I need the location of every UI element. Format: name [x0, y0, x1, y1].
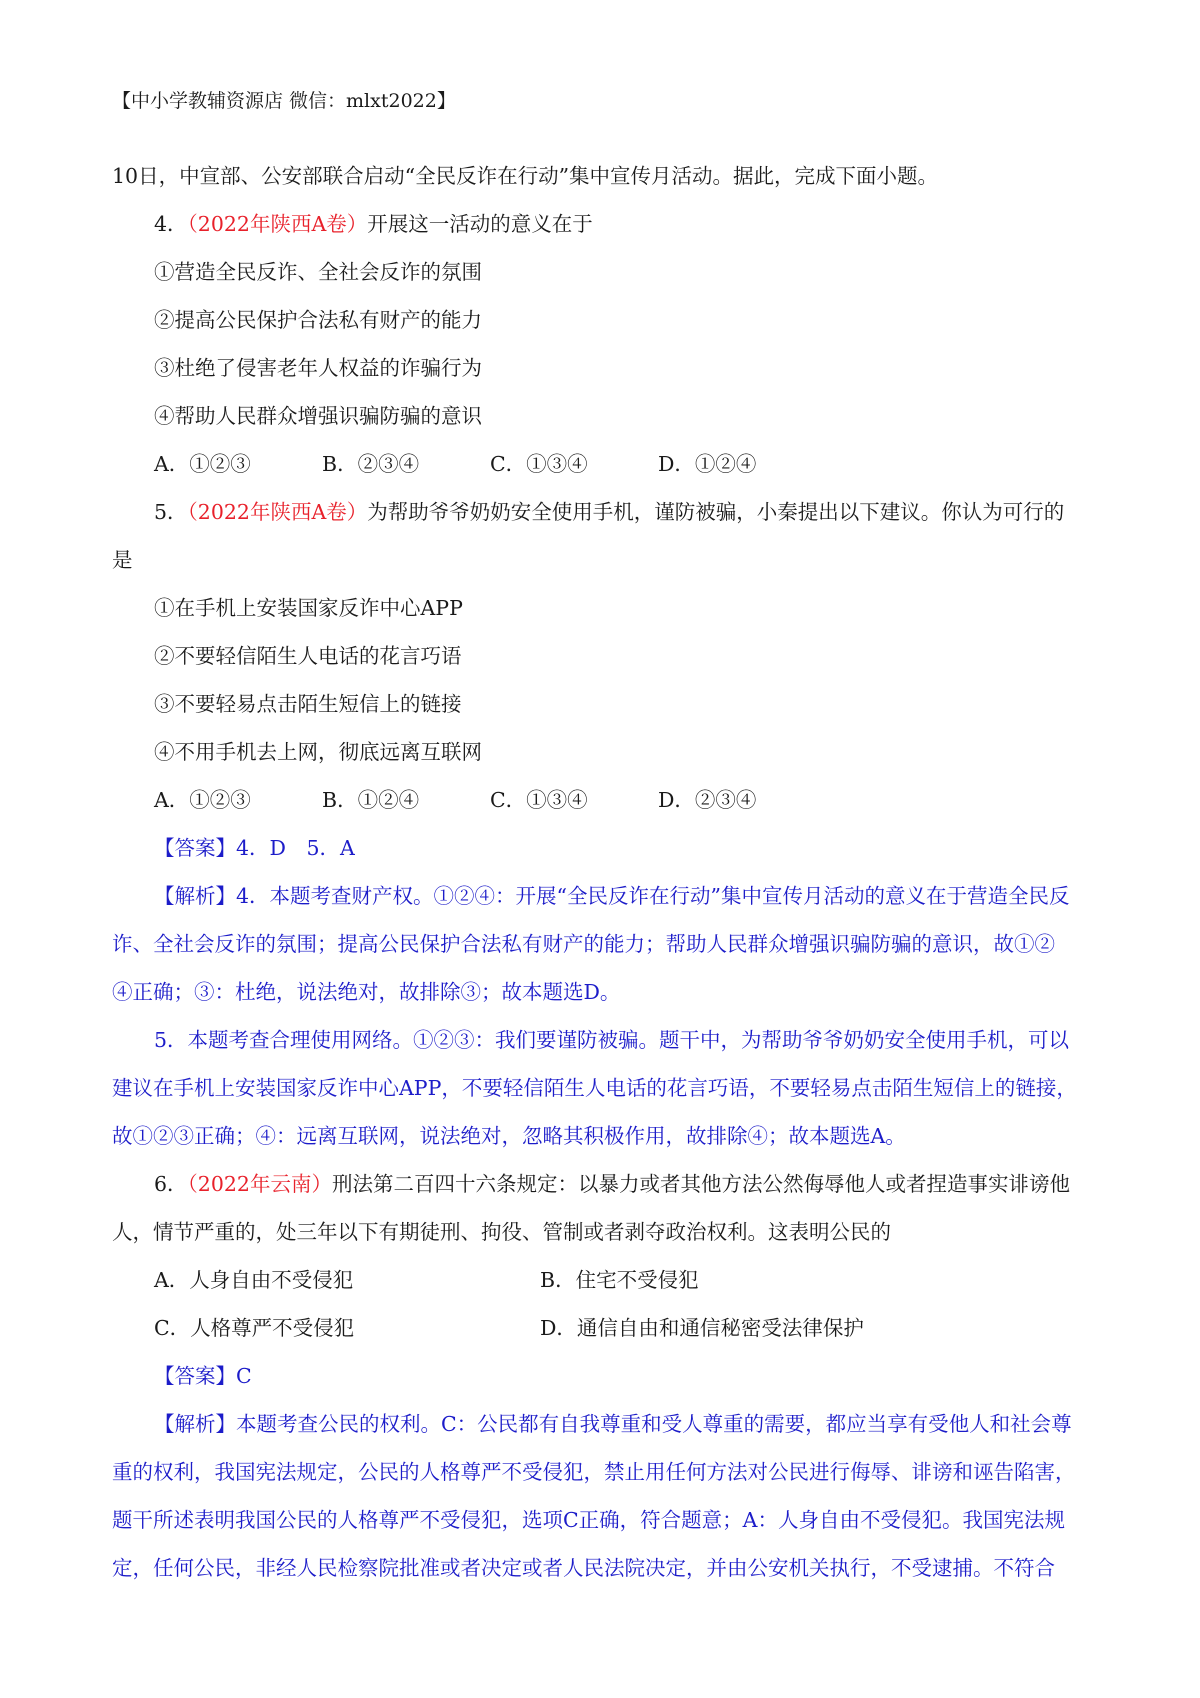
question-4-item: ②提高公民保护合法私有财产的能力	[154, 308, 482, 332]
option-b: B．②③④	[322, 452, 420, 476]
question-4-item: ①营造全民反诈、全社会反诈的氛围	[154, 260, 482, 284]
question-5-item: ④不用手机去上网，彻底远离互联网	[154, 740, 482, 764]
analysis-4-line: ④正确；③：杜绝，说法绝对，故排除③；故本题选D。	[112, 980, 621, 1004]
analysis-6-line: 题干所述表明我国公民的人格尊严不受侵犯，选项C正确，符合题意；A：人身自由不受侵犯。我国宪法规	[112, 1508, 1065, 1532]
question-5-stem: 5．（2022年陕西A卷）为帮助爷爷奶奶安全使用手机，谨防被骗，小秦提出以下建议。你认为可行的	[154, 500, 1065, 524]
question-5-stem-cont: 是	[112, 548, 133, 572]
analysis-5-line: 故①②③正确；④：远离互联网，说法绝对，忽略其积极作用，故排除④；故本题选A。	[112, 1124, 906, 1148]
option-b: B．①②④	[322, 788, 420, 812]
option-c: C．①③④	[490, 788, 588, 812]
question-6-stem-cont: 人，情节严重的，处三年以下有期徒刑、拘役、管制或者剥夺政治权利。这表明公民的	[112, 1220, 891, 1244]
question-6-options-row-2	[112, 1304, 1098, 1352]
analysis-label: 【解析】	[154, 884, 236, 908]
option-a: A．①②③	[154, 452, 251, 476]
analysis-4-line: 【解析】4．本题考查财产权。①②④：开展“全民反诈在行动”集中宣传月活动的意义在于营造全民反	[154, 884, 1070, 908]
question-4-options	[112, 440, 1098, 488]
question-4-item: ④帮助人民群众增强识骗防骗的意识	[154, 404, 482, 428]
option-b: B．住宅不受侵犯	[540, 1268, 699, 1292]
question-source: （2022年陕西A卷）	[187, 500, 368, 524]
answer-label: 【答案】	[154, 1364, 236, 1388]
answer-label: 【答案】	[154, 836, 236, 860]
question-4-stem: 4．（2022年陕西A卷）开展这一活动的意义在于	[154, 212, 593, 236]
option-c: C．①③④	[490, 452, 588, 476]
question-5-item: ①在手机上安装国家反诈中心APP	[154, 596, 463, 620]
option-a: A．人身自由不受侵犯	[154, 1268, 354, 1292]
analysis-6-line: 【解析】本题考查公民的权利。C：公民都有自我尊重和受人尊重的需要，都应当享有受他人和社会尊	[154, 1412, 1072, 1436]
answer-4-5: 【答案】4．D 5．A	[154, 836, 355, 860]
question-5-item: ③不要轻易点击陌生短信上的链接	[154, 692, 462, 716]
analysis-6-line: 重的权利，我国宪法规定，公民的人格尊严不受侵犯，禁止用任何方法对公民进行侮辱、诽谤和诬告陷害，	[112, 1460, 1076, 1484]
question-4-item: ③杜绝了侵害老年人权益的诈骗行为	[154, 356, 482, 380]
question-source: （2022年云南）	[187, 1172, 332, 1196]
answer-6: 【答案】C	[154, 1364, 252, 1388]
option-d: D．②③④	[658, 788, 757, 812]
analysis-label: 【解析】	[154, 1412, 236, 1436]
question-6-options-row-1	[112, 1256, 1098, 1304]
analysis-4-line: 诈、全社会反诈的氛围；提高公民保护合法私有财产的能力；帮助人民群众增强识骗防骗的意识，故①②	[112, 932, 1055, 956]
question-5-item: ②不要轻信陌生人电话的花言巧语	[154, 644, 462, 668]
question-6-stem: 6．（2022年云南）刑法第二百四十六条规定：以暴力或者其他方法公然侮辱他人或者捏造事实诽谤他	[154, 1172, 1070, 1196]
option-c: C．人格尊严不受侵犯	[154, 1316, 355, 1340]
document-body	[112, 152, 1098, 1592]
page-header: 【中小学教辅资源店 微信：mlxt2022】	[112, 90, 456, 112]
question-5-options	[112, 776, 1098, 824]
option-d: D．①②④	[658, 452, 757, 476]
option-d: D．通信自由和通信秘密受法律保护	[540, 1316, 864, 1340]
analysis-6-line: 定，任何公民，非经人民检察院批准或者决定或者人民法院决定，并由公安机关执行，不受逮捕。不符合	[112, 1556, 1055, 1580]
analysis-5-line: 建议在手机上安装国家反诈中心APP，不要轻信陌生人电话的花言巧语，不要轻易点击陌生短信上的链接，	[112, 1076, 1077, 1100]
question-source: （2022年陕西A卷）	[187, 212, 368, 236]
intro-line: 10日，中宣部、公安部联合启动“全民反诈在行动”集中宣传月活动。据此，完成下面小题。	[112, 164, 939, 188]
option-a: A．①②③	[154, 788, 251, 812]
analysis-5-line: 5．本题考查合理使用网络。①②③：我们要谨防被骗。题干中，为帮助爷爷奶奶安全使用手机，可以	[154, 1028, 1070, 1052]
